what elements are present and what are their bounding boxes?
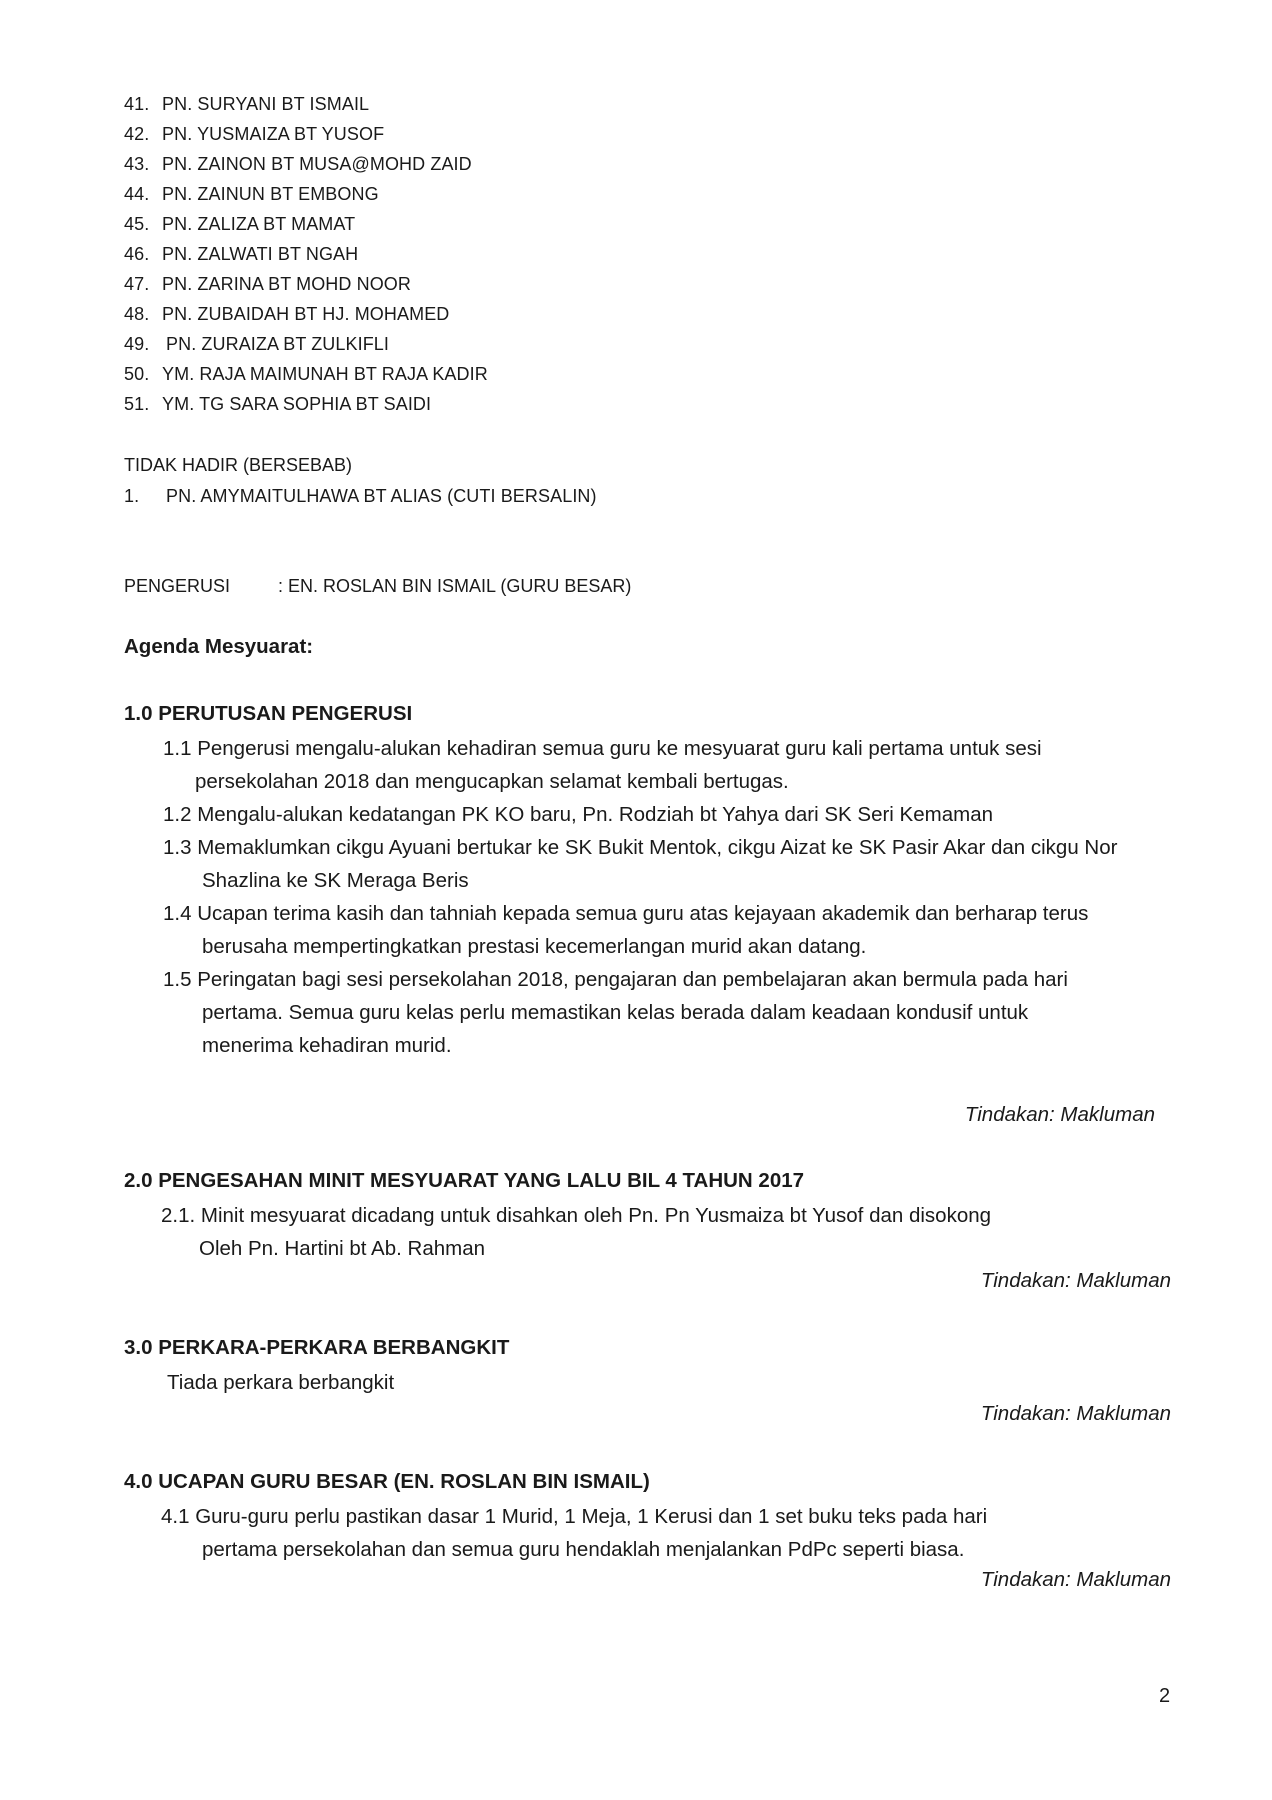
- section-line: berusaha mempertingkatkan prestasi kecemerlangan murid akan datang.: [202, 935, 867, 958]
- item-number: 46.: [124, 244, 150, 264]
- section-line: pertama persekolahan dan semua guru hendaklah menjalankan PdPc seperti biasa.: [202, 1538, 965, 1561]
- chair-label: PENGERUSI: [124, 576, 231, 596]
- item-number: 1.: [124, 486, 140, 506]
- attendee-name: PN. ZALWATI BT NGAH: [162, 244, 359, 264]
- attendee-name: PN. ZARINA BT MOHD NOOR: [162, 274, 411, 294]
- list-item: [124, 122, 384, 146]
- section-line: 1.1 Pengerusi mengalu-alukan kehadiran semua guru ke mesyuarat guru kali pertama untuk sesi: [163, 737, 1042, 760]
- section-line: 4.1 Guru-guru perlu pastikan dasar 1 Murid, 1 Meja, 1 Kerusi dan 1 set buku teks pada hari: [161, 1505, 988, 1528]
- section-line: 1.2 Mengalu-alukan kedatangan PK KO baru, Pn. Rodziah bt Yahya dari SK Seri Kemaman: [163, 803, 993, 826]
- item-number: 44.: [124, 184, 150, 204]
- agenda-title: Agenda Mesyuarat:: [124, 635, 314, 658]
- section-line: Tiada perkara berbangkit: [167, 1371, 395, 1394]
- attendee-name: PN. SURYANI BT ISMAIL: [162, 94, 370, 114]
- attendee-name: YM. RAJA MAIMUNAH BT RAJA KADIR: [162, 364, 488, 384]
- list-item: [124, 92, 369, 116]
- list-item: [124, 242, 358, 266]
- section-heading: 1.0 PERUTUSAN PENGERUSI: [124, 702, 413, 725]
- section-heading: 2.0 PENGESAHAN MINIT MESYUARAT YANG LALU BIL 4 TAHUN 2017: [124, 1169, 805, 1192]
- attendee-name: PN. ZALIZA BT MAMAT: [162, 214, 356, 234]
- action-note: Tindakan: Makluman: [980, 1568, 1171, 1591]
- list-item: [124, 272, 411, 296]
- section-line: Shazlina ke SK Meraga Beris: [202, 869, 469, 892]
- list-item: [124, 182, 379, 206]
- action-note: Tindakan: Makluman: [980, 1402, 1171, 1425]
- section-line: persekolahan 2018 dan mengucapkan selamat kembali bertugas.: [195, 770, 789, 793]
- chair-value: : EN. ROSLAN BIN ISMAIL (GURU BESAR): [278, 576, 632, 596]
- section-line: Oleh Pn. Hartini bt Ab. Rahman: [199, 1237, 486, 1260]
- list-item: [124, 392, 431, 416]
- item-number: 51.: [124, 394, 150, 414]
- attendee-name: PN. YUSMAIZA BT YUSOF: [162, 124, 385, 144]
- item-number: 49.: [124, 334, 150, 354]
- section-heading: 3.0 PERKARA-PERKARA BERBANGKIT: [124, 1336, 510, 1359]
- attendee-name: PN. ZUBAIDAH BT HJ. MOHAMED: [162, 304, 450, 324]
- attendee-name: YM. TG SARA SOPHIA BT SAIDI: [162, 394, 432, 414]
- action-note: Tindakan: Makluman: [980, 1269, 1171, 1292]
- absent-heading: TIDAK HADIR (BERSEBAB): [124, 455, 353, 475]
- absent-name: PN. AMYMAITULHAWA BT ALIAS (CUTI BERSALIN): [166, 486, 597, 506]
- list-item: [124, 362, 488, 386]
- action-note: Tindakan: Makluman: [964, 1103, 1155, 1126]
- item-number: 41.: [124, 94, 150, 114]
- attendee-name: PN. ZURAIZA BT ZULKIFLI: [166, 334, 390, 354]
- attendee-name: PN. ZAINON BT MUSA@MOHD ZAID: [162, 154, 472, 174]
- attendee-name: PN. ZAINUN BT EMBONG: [162, 184, 379, 204]
- section-line: pertama. Semua guru kelas perlu memastikan kelas berada dalam keadaan kondusif untuk: [202, 1001, 1029, 1024]
- section-line: menerima kehadiran murid.: [202, 1034, 452, 1057]
- item-number: 43.: [124, 154, 150, 174]
- section-heading: 4.0 UCAPAN GURU BESAR (EN. ROSLAN BIN ISMAIL): [124, 1470, 650, 1493]
- list-item: [124, 212, 355, 236]
- item-number: 45.: [124, 214, 150, 234]
- list-item: [124, 302, 449, 326]
- section-line: 1.4 Ucapan terima kasih dan tahniah kepada semua guru atas kejayaan akademik dan berharap terus: [163, 902, 1089, 925]
- page-number: 2: [1159, 1685, 1171, 1707]
- item-number: 47.: [124, 274, 150, 294]
- section-line: 2.1. Minit mesyuarat dicadang untuk disahkan oleh Pn. Pn Yusmaiza bt Yusof dan disokong: [161, 1204, 992, 1227]
- section-line: 1.5 Peringatan bagi sesi persekolahan 2018, pengajaran dan pembelajaran akan bermula pada hari: [163, 968, 1068, 991]
- item-number: 42.: [124, 124, 150, 144]
- item-number: 48.: [124, 304, 150, 324]
- list-item: [124, 332, 389, 356]
- list-item: [124, 152, 472, 176]
- item-number: 50.: [124, 364, 150, 384]
- absent-item: [124, 484, 597, 508]
- section-line: 1.3 Memaklumkan cikgu Ayuani bertukar ke SK Bukit Mentok, cikgu Aizat ke SK Pasir Akar dan cikgu Nor: [163, 836, 1118, 859]
